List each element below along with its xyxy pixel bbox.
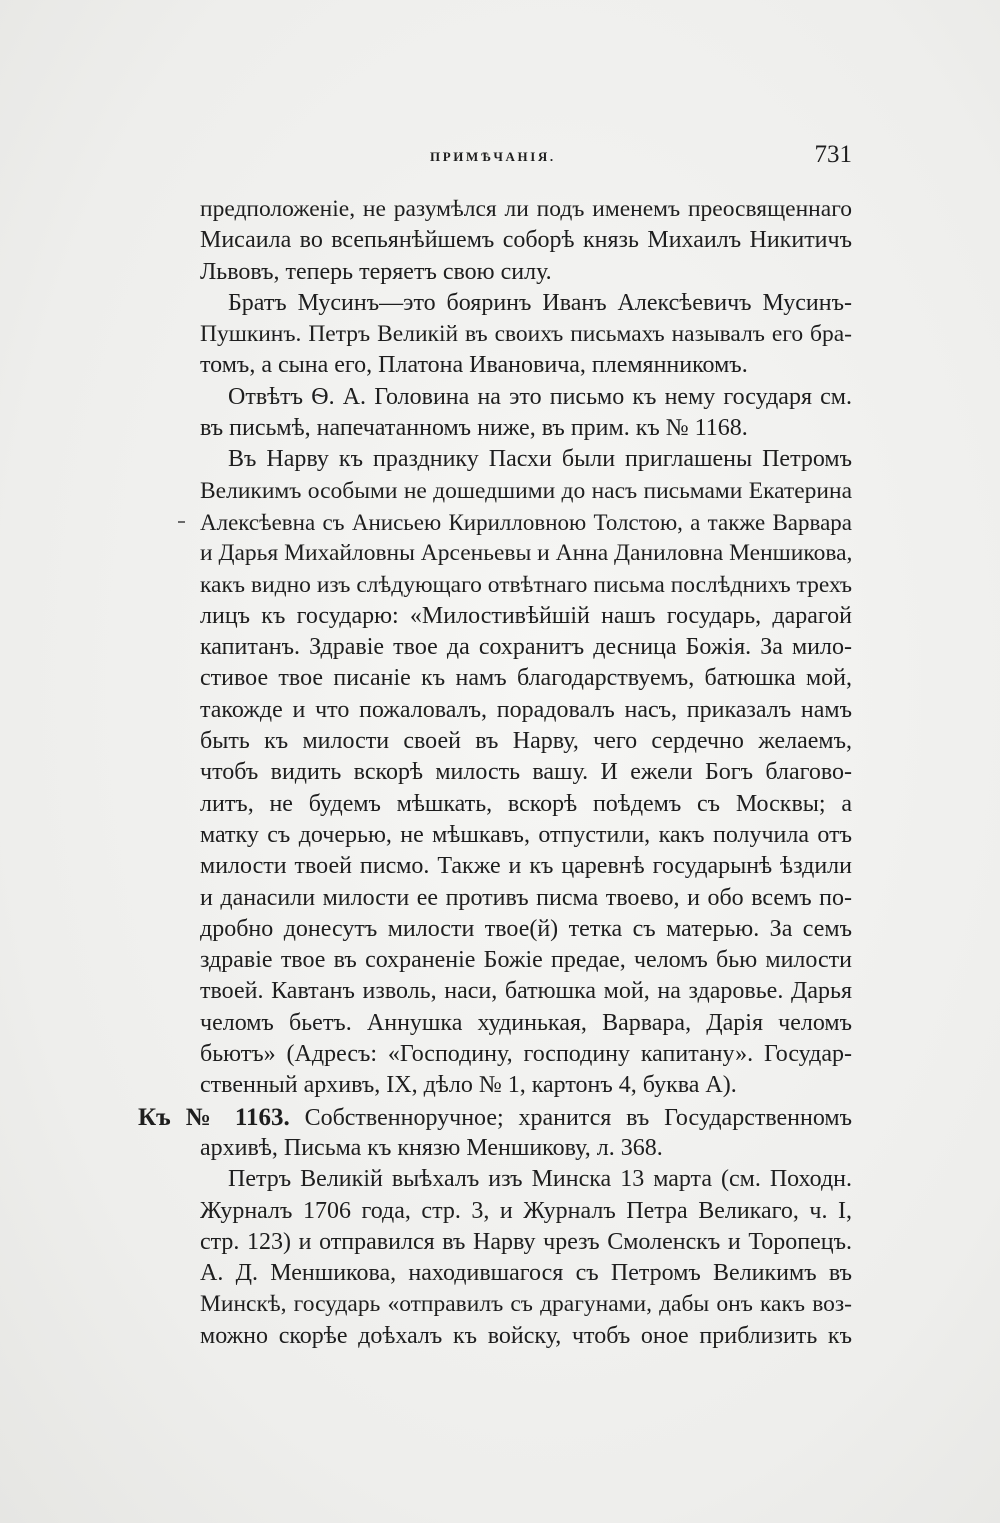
margin-mark bbox=[178, 521, 185, 523]
running-head: ПРИМѢЧАНІЯ. bbox=[430, 149, 556, 164]
text-line: томъ, а сына его, Платона Ивановича, племянникомъ. bbox=[200, 352, 748, 379]
text-line: лицъ къ государю: «Милостивѣйшій нашъ государь, дарагой bbox=[200, 602, 852, 629]
reference-text: Собственноручное; хранится въ Государственномъ bbox=[304, 1104, 852, 1131]
text-line: капитанъ. Здравіе твое да сохранитъ десница Божія. За мило- bbox=[200, 634, 852, 661]
reference-line bbox=[138, 1102, 852, 1133]
text-line: въ письмѣ, напечатанномъ ниже, въ прим. къ № 1168. bbox=[200, 415, 748, 442]
text-line: предположеніе, не разумѣлся ли подъ именемъ преосвященнаго bbox=[200, 196, 852, 222]
text-line: дробно донесутъ милости твое(й) тетка съ матерью. За семъ bbox=[200, 915, 852, 942]
text-line: и данасили милости ее противъ писма твоево, и обо всемъ по- bbox=[200, 884, 852, 911]
text-line: Минскѣ, государь «отправилъ съ драгунами, дабы онъ какъ воз- bbox=[200, 1291, 852, 1318]
text-line: здравіе твое въ сохраненіе Божіе предае, челомъ бью милости bbox=[200, 947, 852, 974]
text-line: стивое твое писаніе къ намъ благодарствуемъ, батюшка мой, bbox=[200, 665, 852, 692]
text-line: челомъ бьетъ. Аннушка худинькая, Варвара, Дарія челомъ bbox=[200, 1009, 852, 1036]
text-line: твоей. Кавтанъ изволь, наси, батюшка мой, на здаровье. Дарья bbox=[200, 978, 852, 1005]
text-line: Отвѣтъ Ѳ. А. Головина на это письмо къ нему государя см. bbox=[228, 383, 852, 410]
text-line: Въ Нарву къ празднику Пасхи были приглашены Петромъ bbox=[228, 446, 852, 473]
page-number: 731 bbox=[814, 141, 852, 168]
text-line: милости твоей писмо. Также и къ царевнѣ государынѣ ѣздили bbox=[200, 853, 852, 880]
text-line: А. Д. Меншикова, находившагося съ Петромъ Великимъ въ bbox=[200, 1260, 852, 1287]
text-line: матку съ дочерью, не мѣшкавъ, отпустили, какъ получила отъ bbox=[200, 821, 852, 848]
reference-label: Къ № 1163. bbox=[138, 1103, 290, 1131]
text-line: Алексѣевна съ Анисьею Кирилловною Толстою, а также Варвара bbox=[200, 509, 852, 535]
text-line: Братъ Мусинъ—это бояринъ Иванъ Алексѣевичъ Мусинъ- bbox=[228, 289, 852, 316]
text-line: Петръ Великій выѣхалъ изъ Минска 13 марта (см. Походн. bbox=[228, 1166, 852, 1193]
text-line: ственный архивъ, IX, дѣло № 1, картонъ 4, буква А). bbox=[200, 1072, 737, 1099]
text-line: такожде и что пожаловалъ, порадовалъ насъ, приказалъ намъ bbox=[200, 696, 852, 723]
text-line: Журналъ 1706 года, стр. 3, и Журналъ Петра Великаго, ч. I, bbox=[200, 1197, 852, 1224]
text-line: Пушкинъ. Петръ Великій въ своихъ письмахъ называлъ его бра- bbox=[200, 321, 852, 348]
text-line: Мисаила во всепьянѣйшемъ соборѣ князь Михаилъ Никитичъ bbox=[200, 227, 852, 254]
text-line: литъ, не будемъ мѣшкать, вскорѣ поѣдемъ съ Москвы; а bbox=[200, 790, 852, 817]
page-header bbox=[200, 141, 852, 171]
text-line: и Дарья Михайловны Арсеньевы и Анна Даниловна Меншикова, bbox=[200, 540, 852, 567]
body-text bbox=[138, 194, 852, 1352]
text-line: Великимъ особыми не дошедшими до насъ письмами Екатерина bbox=[200, 477, 852, 504]
text-line: какъ видно изъ слѣдующаго отвѣтнаго письма послѣднихъ трехъ bbox=[200, 571, 852, 598]
text-line: архивѣ, Письма къ князю Меншикову, л. 368. bbox=[200, 1134, 663, 1161]
text-line: Львовъ, теперь теряетъ свою силу. bbox=[200, 258, 552, 285]
text-line: можно скорѣе доѣхалъ къ войску, чтобъ оное приблизить къ bbox=[200, 1322, 852, 1349]
text-line: чтобъ видить вскорѣ милость вашу. И ежели Богъ благово- bbox=[200, 759, 852, 786]
text-line: стр. 123) и отправился въ Нарву чрезъ Смоленскъ и Торопецъ. bbox=[200, 1228, 852, 1255]
text-line: быть къ милости своей въ Нарву, чего сердечно желаемъ, bbox=[200, 728, 852, 755]
text-line: бьютъ» (Адресъ: «Господину, господину капитану». Государ- bbox=[200, 1041, 852, 1068]
